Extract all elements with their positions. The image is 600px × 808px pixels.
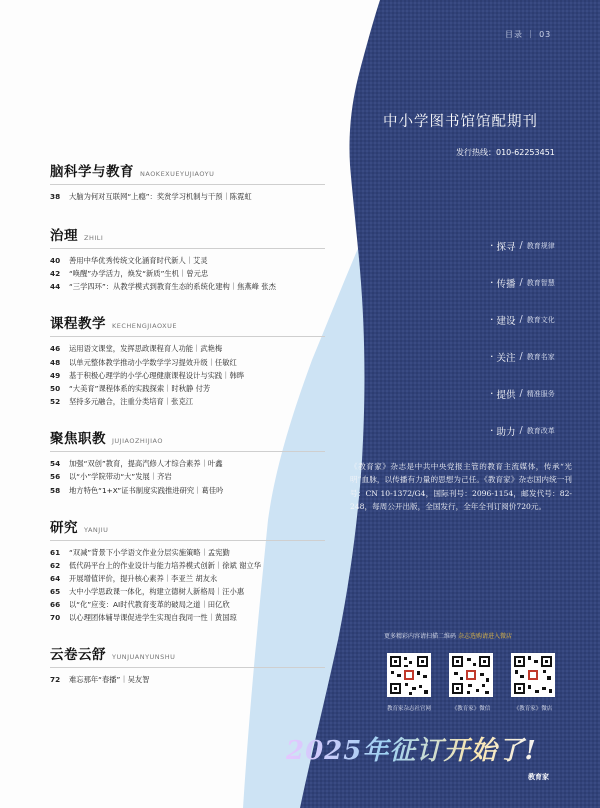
- toc-entry[interactable]: [50, 561, 350, 571]
- tag-item: · 建设 / 教育文化: [490, 313, 555, 327]
- toc-title: 难忘那年“春播”｜吴友智: [69, 675, 150, 685]
- toc-page: 48: [50, 357, 61, 367]
- toc-entry[interactable]: [50, 269, 350, 279]
- toc-title: 坚持多元融合，注重分类培育｜张克江: [69, 397, 194, 407]
- tag-main: 探寻: [496, 241, 516, 253]
- tag-list: [490, 227, 555, 449]
- section-title: 课程教学: [50, 316, 106, 333]
- toc-entry[interactable]: [50, 256, 350, 266]
- toc-page: 42: [50, 269, 61, 279]
- section-pinyin: YUNJUANYUNSHU: [112, 653, 176, 662]
- tag-sub: 教育改革: [526, 426, 555, 435]
- section-title: 研究: [50, 519, 78, 536]
- toc-page: 50: [50, 383, 61, 393]
- tag-sub: 教育名家: [526, 352, 555, 361]
- section-pinyin: JUJIAOZHIJIAO: [112, 437, 163, 446]
- qr-code-wechat[interactable]: [449, 653, 493, 697]
- toc-page: 49: [50, 370, 61, 380]
- toc-entry[interactable]: [50, 358, 350, 368]
- magazine-intro: 《教育家》杂志是中共中央党报主管的教育主流媒体，传承“光明”血脉，以传播有力量的思想为己任。《教育家》杂志国内统一刊号：CN 10-1372/G4，国际刊号：2096-1154，邮发代号：82-248，每周公开出版，全国发行，全年全刊订阅价720元。: [350, 462, 572, 511]
- toc-title: “三学四环”：从教学模式到教育生态的系统化建构｜焦燕峰 张杰: [69, 282, 276, 292]
- qr-note-text: 更多精彩内容请扫描二维码: [384, 633, 457, 640]
- toc-entry[interactable]: [50, 600, 350, 610]
- tag-main: 建设: [496, 315, 516, 327]
- toc-page: 70: [50, 613, 61, 623]
- toc-page: 72: [50, 675, 61, 685]
- qr-label: 教育家杂志社官网: [386, 706, 431, 712]
- toc-title: 大脑为何对互联网“上瘾”：奖赏学习机制与干预｜陈霓虹: [69, 192, 252, 201]
- tag-sub: 教育文化: [526, 315, 555, 324]
- qr-code-icon: [449, 653, 493, 697]
- toc-page: 52: [50, 397, 61, 407]
- qr-code-icon: [511, 653, 555, 697]
- tag-item: · 提供 / 精准服务: [490, 387, 555, 401]
- toc-entry[interactable]: [50, 486, 350, 496]
- qr-note-highlight: 杂志选购请进入微店: [457, 633, 512, 640]
- toc-page: 38: [50, 192, 61, 201]
- section-title: 治理: [50, 228, 78, 244]
- toc-entry[interactable]: [50, 574, 350, 584]
- section-title: 脑科学与教育: [50, 164, 134, 180]
- toc-title: 大中小学思政课一体化，构建立德树人新格局｜汪小惠: [69, 587, 245, 597]
- toc-section: [50, 224, 350, 292]
- toc-section: [50, 160, 350, 202]
- toc-title: “双减”背景下小学语文作业分层实施策略｜孟宪勤: [69, 547, 230, 557]
- contents-page-label: 目录 ｜ 03: [505, 30, 552, 39]
- toc-title: “唤醒”办学活力，焕发“新质”生机｜曾元忠: [69, 269, 209, 279]
- section-divider: [50, 451, 325, 452]
- toc-title: 运用语文课堂，发挥思政课程育人功能｜武艳梅: [69, 344, 223, 354]
- tag-item: · 关注 / 教育名家: [490, 350, 555, 364]
- toc-page: 44: [50, 282, 61, 292]
- toc-entry[interactable]: [50, 397, 350, 407]
- section-pinyin: YANJIU: [84, 525, 109, 534]
- toc-page: 62: [50, 560, 61, 570]
- section-title: 云卷云舒: [50, 647, 106, 664]
- tag-sub: 教育智慧: [526, 278, 555, 287]
- toc-entry[interactable]: [50, 548, 350, 558]
- toc-section: [50, 643, 350, 685]
- hotline: 发行热线：010-62253451: [456, 148, 555, 157]
- tag-sub: 精准服务: [526, 389, 555, 398]
- toc-page: 61: [50, 547, 61, 557]
- brand-logo-text: 教育家: [528, 773, 549, 781]
- section-divider: [50, 184, 325, 185]
- toc-entry[interactable]: [50, 675, 350, 685]
- toc-title: “大美育”课程体系的实践探索｜时秋静 付芳: [69, 383, 211, 393]
- qr-note: [384, 631, 512, 640]
- section-divider: [50, 248, 325, 249]
- toc-title: 以单元整体教学推动小学数学学习提效升级｜任敏红: [69, 357, 237, 367]
- toc-section: [50, 427, 350, 495]
- journal-title: 中小学图书馆馆配期刊: [383, 114, 538, 130]
- toc-entry[interactable]: [50, 384, 350, 394]
- toc-title: 基于积极心理学的小学心理健康课程设计与实践｜韩晔: [69, 370, 245, 380]
- qr-code-icon: [387, 653, 431, 697]
- toc-section: [50, 312, 350, 407]
- toc-title: 开展增值评价，提升核心素养｜李亚兰 胡友永: [69, 573, 218, 583]
- toc-page: 56: [50, 472, 61, 482]
- tag-main: 传播: [496, 278, 516, 290]
- toc-page: 64: [50, 573, 61, 583]
- toc-title: 善用中华优秀传统文化涵育时代新人｜艾灵: [69, 256, 208, 265]
- tag-main: 提供: [496, 389, 516, 401]
- tag-item: · 传播 / 教育智慧: [490, 276, 555, 290]
- subscription-banner: 2025年征订开始了!: [286, 730, 537, 767]
- tag-item: · 助力 / 教育改革: [490, 424, 555, 438]
- toc-title: 以心理团体辅导课促进学生实现自我同一性｜黄国琼: [69, 613, 237, 623]
- table-of-contents: [50, 160, 350, 689]
- toc-entry[interactable]: [50, 282, 350, 292]
- toc-title: 加强“双创”教育，提高汽修人才综合素养｜叶鑫: [69, 459, 223, 469]
- toc-page: 58: [50, 485, 61, 495]
- toc-entry[interactable]: [50, 613, 350, 623]
- toc-entry[interactable]: [50, 192, 350, 202]
- tag-main: 助力: [496, 426, 516, 438]
- toc-entry[interactable]: [50, 371, 350, 381]
- toc-entry[interactable]: [50, 459, 350, 469]
- section-divider: [50, 540, 325, 541]
- tag-item: · 探寻 / 教育规律: [490, 239, 555, 253]
- tag-sub: 教育规律: [526, 241, 555, 250]
- qr-label: 《教育家》微信: [451, 706, 491, 712]
- toc-entry[interactable]: [50, 344, 350, 354]
- toc-page: 65: [50, 587, 61, 597]
- toc-title: 以“小”学院带动“大”发展｜齐岩: [69, 472, 172, 482]
- section-divider: [50, 667, 325, 668]
- tag-main: 关注: [496, 352, 516, 364]
- qr-code-website[interactable]: [387, 653, 431, 697]
- section-divider: [50, 336, 325, 337]
- toc-page: 40: [50, 256, 61, 265]
- toc-page: 66: [50, 600, 61, 610]
- section-pinyin: KECHENGJIAOXUE: [112, 322, 177, 331]
- section-pinyin: NAOKEXUEYUJIAOYU: [140, 170, 215, 178]
- toc-title: 地方特色“1+X”证书制度实践推进研究｜葛佳吟: [69, 485, 224, 495]
- qr-label: 《教育家》微店: [513, 706, 553, 712]
- section-title: 聚焦职教: [50, 431, 106, 448]
- toc-section: [50, 516, 350, 624]
- toc-entry[interactable]: [50, 587, 350, 597]
- toc-entry[interactable]: [50, 472, 350, 482]
- toc-title: 以“化”应变：AI时代教育变革的破局之道｜田亿欣: [69, 600, 230, 610]
- section-pinyin: ZHILI: [84, 234, 104, 242]
- toc-page: 54: [50, 459, 61, 469]
- toc-page: 46: [50, 344, 61, 354]
- qr-code-store[interactable]: [511, 653, 555, 697]
- toc-title: 低代码平台上的作业设计与能力培养模式创新｜徐斌 谢立华: [69, 560, 262, 570]
